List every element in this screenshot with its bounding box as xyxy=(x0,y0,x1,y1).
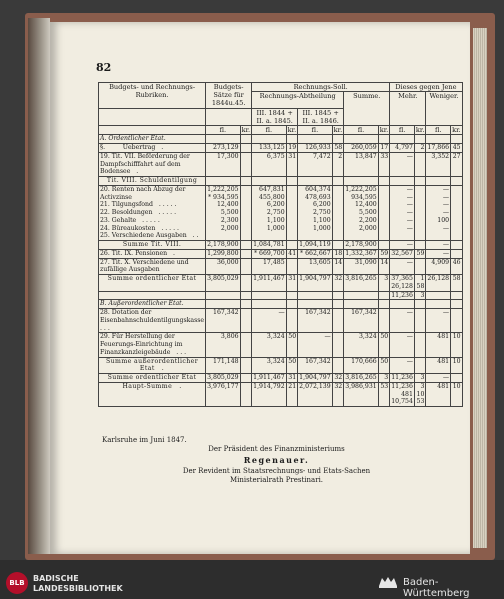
header-iii-1845: III. 1845 + II. a. 1846. xyxy=(298,108,344,125)
budget-table xyxy=(98,82,463,407)
cell-gulden: 3,816,265 xyxy=(345,374,377,382)
table-row xyxy=(99,258,463,275)
cell-kreuzer: 46 xyxy=(451,258,463,275)
cell-kreuzer: 45 xyxy=(451,144,463,153)
table-row xyxy=(99,152,463,176)
row-label xyxy=(99,291,206,300)
table-row xyxy=(99,249,463,258)
cell-gulden: — xyxy=(390,357,415,374)
cell-kreuzer: 3 xyxy=(378,374,390,383)
cell-kreuzer xyxy=(332,357,344,374)
cell-kreuzer xyxy=(414,333,426,357)
cell-gulden xyxy=(206,177,241,186)
cell-gulden: — xyxy=(390,309,415,333)
table-row xyxy=(99,177,463,186)
table-row xyxy=(99,333,463,357)
cell-gulden: — xyxy=(426,309,451,333)
blb-logo-icon[interactable]: BLB xyxy=(6,572,28,594)
table-row xyxy=(99,241,463,250)
table-row xyxy=(99,309,463,333)
cell-kreuzer: 50 xyxy=(378,333,390,357)
cell-kreuzer: 17 xyxy=(378,144,390,153)
cell-kreuzer xyxy=(378,185,390,240)
row-label: Summe Tit. VIII. xyxy=(99,241,206,250)
cell-gulden: 31,090 xyxy=(344,258,379,275)
table-row xyxy=(99,275,463,292)
cell-kreuzer: 59 xyxy=(414,249,426,258)
cell-gulden: 3,806 xyxy=(206,333,241,357)
cell-gulden xyxy=(206,300,241,309)
page-edges xyxy=(473,28,487,548)
cell-gulden xyxy=(252,135,287,144)
cell-gulden: 126,933 xyxy=(298,144,333,153)
cell-kreuzer xyxy=(240,374,252,383)
cell-kreuzer: 58 xyxy=(451,275,463,292)
unit-spacer xyxy=(99,126,206,135)
cell-kreuzer xyxy=(414,258,426,275)
cell-gulden: 1,911,467 xyxy=(253,374,285,382)
cell-gulden xyxy=(426,135,451,144)
row-label: 28. Dotation der Eisenbahnschuldentilgungskasse . . . xyxy=(100,309,211,332)
cell-kreuzer: 19 xyxy=(286,144,298,153)
cell-gulden: 1,222,205 934,595 12,400 5,500 2,200 2,000 xyxy=(344,185,379,240)
unit-fl: fl. xyxy=(426,126,451,135)
cell-gulden: — xyxy=(426,374,451,383)
cell-gulden: — xyxy=(252,309,287,333)
cell-kreuzer: 10 xyxy=(451,357,463,374)
cell-kreuzer xyxy=(240,333,252,357)
row-label: Summe ordentlicher Etat xyxy=(99,275,206,292)
cell-gulden: * 669,700 xyxy=(252,249,287,258)
header-abtheilung: Rechnungs-Abtheilung xyxy=(252,92,344,108)
row-label: §. Uebertrag . xyxy=(99,144,206,153)
cell-kreuzer xyxy=(414,152,426,176)
cell-kreuzer xyxy=(286,300,298,309)
table-row xyxy=(99,144,463,153)
cell-kreuzer xyxy=(286,177,298,186)
unit-kr: kr. xyxy=(287,126,297,135)
cell-gulden: — xyxy=(390,152,415,176)
cell-gulden: 36,000 xyxy=(206,258,241,275)
cell-gulden xyxy=(426,291,451,300)
cell-kreuzer xyxy=(451,249,463,258)
cell-kreuzer: 32 xyxy=(332,382,344,406)
cell-kreuzer: 14 xyxy=(332,258,344,275)
table-row xyxy=(99,382,463,406)
cell-gulden: 133,125 xyxy=(252,144,287,153)
cell-gulden: 260,059 xyxy=(344,144,379,153)
cell-kreuzer xyxy=(378,241,390,250)
cell-gulden: 3,352 xyxy=(426,152,451,176)
cell-kreuzer: 27 xyxy=(451,152,463,176)
cell-gulden xyxy=(206,135,241,144)
cell-kreuzer: 3 xyxy=(378,275,390,292)
unit-fl: fl. xyxy=(206,126,241,135)
cell-kreuzer: 1 58 xyxy=(414,275,426,292)
footer-line-president: Der Präsident des Finanzministeriums xyxy=(208,445,345,453)
blb-name-line-1: BADISCHE xyxy=(33,574,79,583)
cell-kreuzer xyxy=(240,357,252,374)
cell-kreuzer xyxy=(414,309,426,333)
header-iii-1844: III. 1844 + II. a. 1845. xyxy=(252,108,298,125)
header-dieses-gegen-jene: Dieses gegen Jene xyxy=(390,83,462,92)
blb-name-line-2: LANDESBIBLIOTHEK xyxy=(33,584,123,593)
cell-kreuzer xyxy=(451,374,463,383)
cell-gulden: 3,324 xyxy=(252,333,287,357)
header-mehr: Mehr. xyxy=(390,92,426,126)
cell-kreuzer: 3 10 53 xyxy=(414,382,426,406)
cell-gulden: 1,084,781 xyxy=(253,241,285,249)
unit-kr: kr. xyxy=(333,126,343,135)
page-number: 82 xyxy=(96,61,112,74)
unit-kr: kr. xyxy=(452,126,461,135)
cell-kreuzer xyxy=(414,135,426,144)
row-label: Summe ordentlicher Etat xyxy=(99,374,206,383)
cell-gulden: 273,129 xyxy=(206,144,241,153)
cell-gulden xyxy=(298,291,333,300)
blb-name[interactable] xyxy=(33,574,123,594)
cell-kreuzer xyxy=(378,177,390,186)
cell-gulden: 481 xyxy=(426,333,451,357)
cell-gulden: 171,148 xyxy=(206,357,241,374)
cell-gulden xyxy=(252,291,287,300)
cell-kreuzer xyxy=(240,152,252,176)
table-row xyxy=(99,300,463,309)
cell-gulden: 3,816,265 xyxy=(344,275,379,292)
cell-kreuzer xyxy=(332,300,344,309)
book-gutter xyxy=(28,18,50,554)
cell-kreuzer xyxy=(414,300,426,309)
cell-kreuzer xyxy=(240,241,252,250)
cell-kreuzer xyxy=(378,291,390,300)
cell-gulden: 3,324 xyxy=(344,333,379,357)
cell-kreuzer xyxy=(286,291,298,300)
cell-kreuzer xyxy=(451,300,463,309)
cell-gulden: 2,072,139 xyxy=(298,382,333,406)
cell-kreuzer xyxy=(240,249,252,258)
baden-wuerttemberg-lions-icon[interactable] xyxy=(377,574,399,590)
cell-kreuzer xyxy=(451,177,463,186)
cell-gulden: 6,375 xyxy=(252,152,287,176)
cell-kreuzer: 53 xyxy=(378,382,390,406)
cell-gulden: — — — — 100 — xyxy=(426,185,451,240)
cell-gulden xyxy=(426,300,451,309)
cell-gulden xyxy=(298,177,333,186)
cell-gulden xyxy=(426,177,451,186)
cell-gulden: 1,332,367 xyxy=(345,249,377,257)
cell-gulden: 604,374 478,693 6,200 2,750 1,100 1,000 xyxy=(298,185,333,240)
unit-kr: kr. xyxy=(241,126,251,135)
table-row xyxy=(99,357,463,374)
unit-fl: fl. xyxy=(344,126,379,135)
cell-kreuzer: 41 xyxy=(286,249,298,258)
cell-gulden: 1,904,797 xyxy=(298,275,333,292)
cell-gulden: 11,236 xyxy=(391,374,413,382)
cell-gulden: * 662,667 xyxy=(298,249,333,258)
cell-gulden: — xyxy=(426,249,451,258)
cell-gulden xyxy=(344,135,379,144)
cell-kreuzer xyxy=(451,309,463,333)
cell-gulden: 1,222,205 * 934,595 12,400 5,500 2,300 2,000 xyxy=(206,185,241,240)
baden-wuerttemberg-name[interactable]: Baden-Württemberg xyxy=(403,577,470,599)
cell-gulden: 1,299,800 xyxy=(207,249,239,257)
row-label: Haupt-Summe . xyxy=(99,382,206,406)
cell-kreuzer: 32 xyxy=(332,275,344,292)
cell-kreuzer xyxy=(240,177,252,186)
cell-gulden: 37,365 26,128 xyxy=(391,275,413,290)
row-label: 29. Für Herstellung der Feuerungs-Einrichtung im Finanzkanzleigebäude . . . xyxy=(99,333,206,357)
cell-gulden xyxy=(252,300,287,309)
cell-kreuzer: 58 xyxy=(332,144,344,153)
row-label: 19. Tit. VII. Beförderung der Dampfschifffahrt auf dem Bodensee . xyxy=(99,152,206,176)
cell-kreuzer xyxy=(240,144,252,153)
footer-place-date: Karlsruhe im Juni 1847. xyxy=(102,436,187,444)
table-row xyxy=(99,291,463,300)
cell-gulden xyxy=(344,177,379,186)
cell-gulden xyxy=(390,177,415,186)
cell-kreuzer xyxy=(378,135,390,144)
cell-kreuzer: 3 xyxy=(414,374,426,383)
row-label: A. Ordentlicher Etat. xyxy=(99,135,206,144)
cell-kreuzer: 31 xyxy=(286,152,298,176)
unit-fl: fl. xyxy=(390,126,415,135)
table-row xyxy=(99,135,463,144)
cell-kreuzer xyxy=(451,291,463,300)
cell-kreuzer xyxy=(286,135,298,144)
row-label: 27. Tit. X. Verschiedene und zufällige Ausgaben xyxy=(99,258,206,275)
cell-kreuzer xyxy=(414,177,426,186)
cell-gulden xyxy=(390,135,415,144)
cell-kreuzer: 59 xyxy=(378,249,390,258)
cell-gulden: 3,805,029 xyxy=(207,374,239,382)
cell-kreuzer xyxy=(332,309,344,333)
cell-kreuzer: 2 xyxy=(332,152,344,176)
cell-gulden xyxy=(298,300,333,309)
cell-gulden: — xyxy=(390,258,415,275)
row-label: 26. Tit. IX. Pensionen . xyxy=(99,249,206,258)
cell-kreuzer xyxy=(240,291,252,300)
unit-kr: kr. xyxy=(415,126,425,135)
cell-gulden: 1,914,792 xyxy=(252,382,287,406)
cell-gulden: 647,831 455,800 6,200 2,750 1,100 1,000 xyxy=(252,185,287,240)
cell-kreuzer xyxy=(240,258,252,275)
cell-kreuzer xyxy=(286,185,298,240)
cell-gulden: 1,904,797 xyxy=(299,374,331,382)
cell-kreuzer: 32 xyxy=(332,374,344,383)
cell-gulden: 13,847 xyxy=(344,152,379,176)
row-label: Summe außerordentlicher Etat . xyxy=(99,357,206,374)
unit-fl: fl. xyxy=(252,126,287,135)
cell-kreuzer xyxy=(414,185,426,240)
cell-gulden: 4,909 xyxy=(426,258,451,275)
cell-kreuzer: 14 xyxy=(378,258,390,275)
cell-gulden: — xyxy=(298,333,333,357)
cell-kreuzer xyxy=(451,135,463,144)
cell-gulden: 17,485 xyxy=(252,258,287,275)
cell-kreuzer xyxy=(332,135,344,144)
header-rechnungs-soll: Rechnungs-Soll. xyxy=(252,83,390,92)
cell-kreuzer xyxy=(414,241,426,250)
table-row xyxy=(99,185,463,240)
unit-fl: fl. xyxy=(298,126,333,135)
cell-gulden: — xyxy=(390,333,415,357)
cell-gulden xyxy=(206,291,241,300)
row-label: 20. Renten nach Abzug der Activzinse 21. Tilgungsfond . . . . . 22. Besoldungen . . . . . 23. Gehalte . . . . . 24. Büreaukosten . . . . . 25. Verschiedene Ausgaben . . xyxy=(99,185,206,240)
cell-kreuzer: 10 xyxy=(451,382,463,406)
cell-gulden: 1,094,119 xyxy=(299,241,331,249)
table-row xyxy=(99,374,463,383)
header-budget: Budgets-Sätze für 1844u.45. xyxy=(206,83,252,109)
cell-gulden: 11,236 xyxy=(391,291,413,299)
cell-gulden: 4,797 xyxy=(390,144,415,153)
cell-kreuzer xyxy=(240,309,252,333)
cell-kreuzer xyxy=(451,185,463,240)
cell-kreuzer: 2 xyxy=(414,144,426,153)
cell-gulden: — — — — — — xyxy=(390,185,415,240)
cell-kreuzer xyxy=(286,309,298,333)
cell-gulden: 26,128 xyxy=(426,275,451,292)
footer-line-ministerialrath: Ministerialrath Prestinari. xyxy=(229,476,324,484)
cell-kreuzer: 31 xyxy=(286,374,298,383)
cell-kreuzer xyxy=(378,300,390,309)
cell-gulden: 481 xyxy=(426,382,451,406)
cell-gulden: 3,976,177 xyxy=(206,382,241,406)
unit-kr: kr. xyxy=(379,126,389,135)
cell-gulden: 167,342 xyxy=(344,309,379,333)
cell-gulden: 2,178,900 xyxy=(345,241,377,249)
header-rubriken: Budgets- und Rechnungs-Rubriken. xyxy=(99,83,206,109)
cell-kreuzer xyxy=(240,185,252,240)
row-label: Tit. VIII. Schuldentilgung xyxy=(99,177,206,186)
cell-kreuzer xyxy=(332,177,344,186)
header-weniger: Weniger. xyxy=(426,92,462,126)
cell-gulden xyxy=(390,300,415,309)
cell-gulden: 167,342 xyxy=(298,309,333,333)
header-summe: Summe. xyxy=(344,92,390,126)
row-label: B. Außerordentlicher Etat. xyxy=(99,300,206,309)
cell-kreuzer xyxy=(240,275,252,292)
cell-gulden: 3,986,931 xyxy=(344,382,379,406)
footer-signature-name: Regenauer. xyxy=(243,455,310,465)
cell-gulden: 17,866 xyxy=(427,144,450,152)
cell-gulden: — xyxy=(426,241,451,250)
cell-kreuzer xyxy=(332,241,344,250)
cell-kreuzer xyxy=(414,357,426,374)
cell-gulden: 167,342 xyxy=(206,309,241,333)
cell-kreuzer: 50 xyxy=(286,357,298,374)
cell-kreuzer: 31 xyxy=(286,275,298,292)
cell-kreuzer xyxy=(332,333,344,357)
cell-kreuzer xyxy=(332,185,344,240)
cell-gulden: 17,300 xyxy=(206,152,241,176)
cell-gulden: — xyxy=(390,241,415,250)
cell-gulden: 2,178,900 xyxy=(207,241,239,249)
cell-gulden: 167,342 xyxy=(298,357,333,374)
cell-gulden xyxy=(344,291,379,300)
cell-kreuzer xyxy=(451,241,463,250)
cell-gulden: 13,605 xyxy=(298,258,333,275)
cell-gulden: 170,666 xyxy=(344,357,379,374)
cell-kreuzer xyxy=(378,309,390,333)
cell-gulden: 1,911,467 xyxy=(252,275,287,292)
cell-gulden: 3,805,029 xyxy=(206,275,241,292)
header-spacer xyxy=(99,108,206,125)
cell-kreuzer: 21 xyxy=(286,382,298,406)
cell-kreuzer xyxy=(286,241,298,250)
cell-gulden: 481 xyxy=(426,357,451,374)
cell-gulden xyxy=(344,300,379,309)
header-spacer xyxy=(206,108,252,125)
cell-gulden: 3,324 xyxy=(252,357,287,374)
cell-kreuzer: 3 xyxy=(414,291,426,300)
cell-kreuzer: 50 xyxy=(378,357,390,374)
cell-kreuzer xyxy=(332,291,344,300)
cell-kreuzer xyxy=(240,300,252,309)
cell-gulden: 32,567 xyxy=(391,249,413,257)
cell-kreuzer xyxy=(240,135,252,144)
cell-gulden xyxy=(252,177,287,186)
footer-line-revident: Der Revident im Staatsrechnungs- und Etats-Sachen xyxy=(182,467,371,475)
cell-gulden xyxy=(298,135,333,144)
cell-kreuzer xyxy=(240,382,252,406)
cell-kreuzer: 18 xyxy=(332,249,344,258)
cell-kreuzer xyxy=(286,258,298,275)
cell-gulden: 7,472 xyxy=(298,152,333,176)
cell-kreuzer: 50 xyxy=(286,333,298,357)
cell-kreuzer: 33 xyxy=(378,152,390,176)
cell-gulden: 11,236 481 10,754 xyxy=(391,382,413,406)
cell-kreuzer: 10 xyxy=(451,333,463,357)
